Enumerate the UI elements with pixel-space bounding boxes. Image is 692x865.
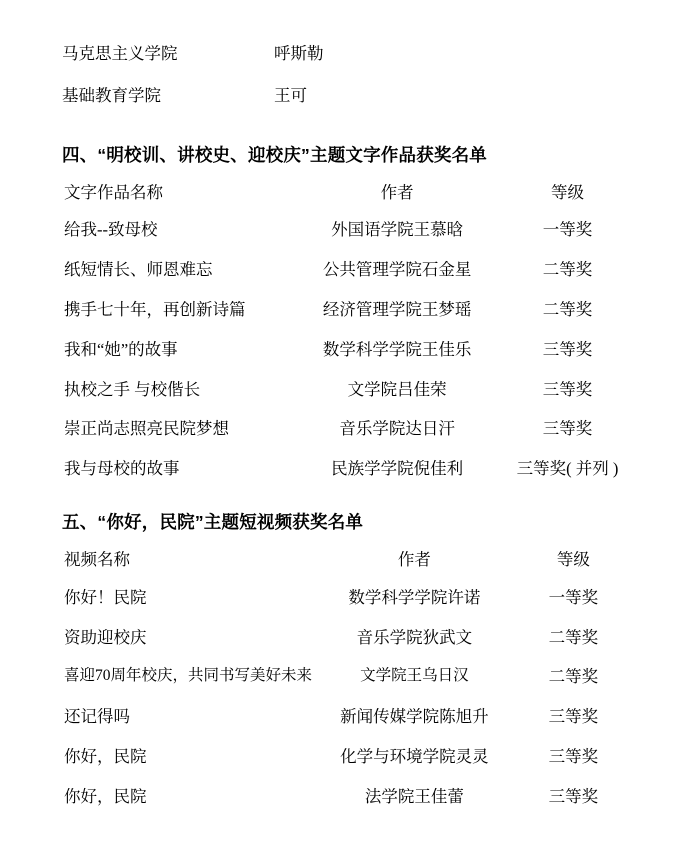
table-row xyxy=(62,380,630,420)
work-title: 喜迎70周年校庆，共同书写美好未来 xyxy=(64,667,313,685)
column-header-author: 作者 xyxy=(397,549,431,569)
award-level: 一等奖 xyxy=(542,220,593,240)
award-level: 三等奖 xyxy=(542,379,593,399)
work-author: 文学院王乌日汉 xyxy=(360,667,469,685)
table-header-row xyxy=(62,550,630,588)
award-level: 三等奖 xyxy=(548,707,599,727)
work-author: 数学科学学院王佳乐 xyxy=(322,339,472,359)
award-table-4 xyxy=(62,183,630,499)
work-title: 资助迎校庆 xyxy=(64,627,147,647)
table-row xyxy=(62,220,630,260)
work-title: 给我--致母校 xyxy=(64,220,158,240)
award-level: 二等奖 xyxy=(548,627,599,647)
unit-name: 基础教育学院 xyxy=(62,85,161,105)
work-author: 法学院王佳蕾 xyxy=(364,786,464,806)
work-author: 外国语学院王慕晗 xyxy=(331,220,464,240)
work-title: 你好！民院 xyxy=(64,587,147,607)
list-item xyxy=(62,86,630,106)
work-title: 执校之手 与校偕长 xyxy=(64,379,201,399)
award-level: 二等奖 xyxy=(542,299,593,319)
table-row xyxy=(62,667,630,707)
work-title: 携手七十年，再创新诗篇 xyxy=(64,299,246,319)
section-heading-4: 四、“明校训、讲校史、迎校庆”主题文字作品获奖名单 xyxy=(62,144,487,165)
work-title: 你好，民院 xyxy=(64,746,147,766)
list-item xyxy=(62,44,630,64)
unit-name: 马克思主义学院 xyxy=(62,44,178,63)
table-row xyxy=(62,260,630,300)
award-level: 三等奖( 并列 ) xyxy=(516,459,619,479)
table-row xyxy=(62,787,630,827)
work-title: 我与母校的故事 xyxy=(64,459,180,479)
section-5-table-wrap xyxy=(62,550,630,827)
table-row xyxy=(62,300,630,340)
award-level: 三等奖 xyxy=(542,419,593,439)
work-title: 纸短情长、师恩难忘 xyxy=(64,260,213,280)
award-level: 二等奖 xyxy=(542,260,593,280)
work-author: 音乐学院达日汗 xyxy=(339,419,455,439)
column-header-author: 作者 xyxy=(380,182,414,202)
work-author: 经济管理学院王梦瑶 xyxy=(322,299,472,319)
work-title: 崇正尚志照亮民院梦想 xyxy=(64,419,229,439)
work-author: 化学与环境学院灵灵 xyxy=(340,746,489,766)
section-heading-5: 五、“你好，民院”主题短视频获奖名单 xyxy=(62,511,364,532)
table-row xyxy=(62,747,630,787)
work-title: 我和“她”的故事 xyxy=(64,339,178,359)
award-level: 三等奖 xyxy=(548,746,599,766)
table-row xyxy=(62,588,630,628)
table-row xyxy=(62,419,630,459)
work-author: 民族学学院倪佳利 xyxy=(331,459,464,479)
person-name: 王可 xyxy=(274,85,307,105)
table-row xyxy=(62,628,630,668)
award-level: 一等奖 xyxy=(548,587,599,607)
column-header-level: 等级 xyxy=(556,549,590,569)
section-4-table-wrap xyxy=(62,183,630,499)
award-level: 三等奖 xyxy=(542,339,593,359)
work-title: 你好，民院 xyxy=(64,786,147,806)
person-name: 呼斯勒 xyxy=(274,44,324,63)
award-table-5 xyxy=(62,550,630,827)
column-header-name: 文字作品名称 xyxy=(64,182,163,202)
work-author: 新闻传媒学院陈旭升 xyxy=(340,707,489,727)
work-title: 还记得吗 xyxy=(64,707,130,727)
table-row xyxy=(62,340,630,380)
table-row xyxy=(62,459,630,499)
table-row xyxy=(62,707,630,747)
column-header-level: 等级 xyxy=(551,182,584,202)
table-header-row xyxy=(62,183,630,221)
award-level: 二等奖 xyxy=(548,667,599,687)
award-level: 三等奖 xyxy=(548,786,599,806)
column-header-name: 视频名称 xyxy=(64,549,130,569)
work-author: 音乐学院狄武文 xyxy=(356,627,473,647)
work-author: 数学科学学院许诺 xyxy=(348,587,481,607)
work-author: 文学院吕佳荣 xyxy=(347,379,447,399)
work-author: 公共管理学院石金星 xyxy=(322,260,472,280)
